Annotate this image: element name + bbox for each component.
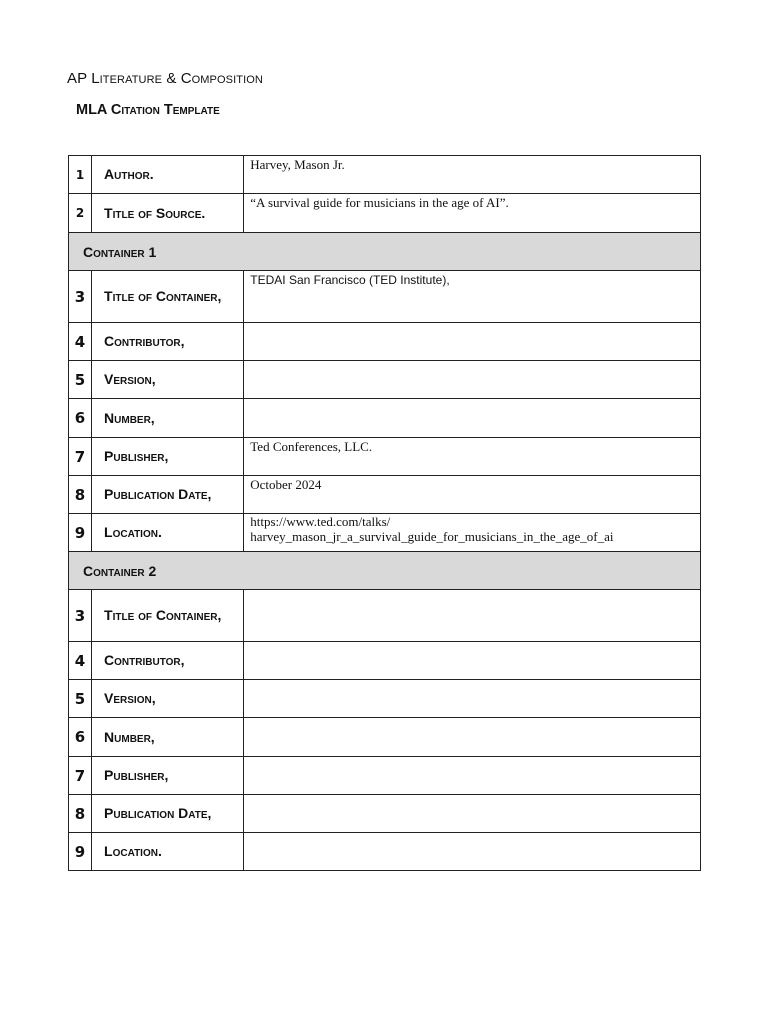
section-row bbox=[69, 552, 701, 590]
row-label: Publication Date, bbox=[92, 795, 244, 833]
table-row bbox=[69, 323, 701, 361]
contributor-value[interactable] bbox=[244, 642, 701, 680]
row-number: 3 bbox=[69, 271, 92, 323]
container-1-heading: Container 1 bbox=[69, 233, 701, 271]
table-row bbox=[69, 399, 701, 438]
table-row bbox=[69, 438, 701, 476]
table-row bbox=[69, 476, 701, 514]
title-of-container-value[interactable] bbox=[244, 590, 701, 642]
row-number: 4 bbox=[69, 323, 92, 361]
row-number: 5 bbox=[69, 361, 92, 399]
location-value[interactable]: https://www.ted.com/talks/ harvey_mason_jr_a_survival_guide_for_musicians_in_the_age_of_ai bbox=[244, 514, 701, 552]
title-of-container-value[interactable]: TEDAI San Francisco (TED Institute), bbox=[244, 271, 701, 323]
row-label: Title of Source. bbox=[92, 194, 244, 233]
row-label: Publisher, bbox=[92, 438, 244, 476]
row-number: 6 bbox=[69, 399, 92, 438]
row-number: 9 bbox=[69, 514, 92, 552]
row-number: 9 bbox=[69, 833, 92, 871]
row-label: Publisher, bbox=[92, 757, 244, 795]
version-value[interactable] bbox=[244, 361, 701, 399]
publisher-value[interactable]: Ted Conferences, LLC. bbox=[244, 438, 701, 476]
row-number: 8 bbox=[69, 795, 92, 833]
row-label: Location. bbox=[92, 514, 244, 552]
table-row bbox=[69, 757, 701, 795]
row-number: 4 bbox=[69, 642, 92, 680]
row-number: 5 bbox=[69, 680, 92, 718]
container-2-heading: Container 2 bbox=[69, 552, 701, 590]
row-label: Number, bbox=[92, 399, 244, 438]
row-number: 8 bbox=[69, 476, 92, 514]
table-row bbox=[69, 194, 701, 233]
table-row bbox=[69, 833, 701, 871]
row-number: 2 bbox=[69, 194, 92, 233]
table-row bbox=[69, 718, 701, 757]
row-label: Contributor, bbox=[92, 323, 244, 361]
row-label: Contributor, bbox=[92, 642, 244, 680]
table-row bbox=[69, 590, 701, 642]
table-row bbox=[69, 680, 701, 718]
document-title: MLA Citation Template bbox=[76, 102, 220, 118]
number-value[interactable] bbox=[244, 718, 701, 757]
contributor-value[interactable] bbox=[244, 323, 701, 361]
row-label: Author. bbox=[92, 156, 244, 194]
table-row bbox=[69, 156, 701, 194]
table-row bbox=[69, 642, 701, 680]
number-value[interactable] bbox=[244, 399, 701, 438]
row-number: 7 bbox=[69, 757, 92, 795]
author-value[interactable]: Harvey, Mason Jr. bbox=[244, 156, 701, 194]
row-label: Title of Container, bbox=[92, 590, 244, 642]
table-row bbox=[69, 795, 701, 833]
row-label: Publication Date, bbox=[92, 476, 244, 514]
citation-table bbox=[68, 155, 701, 871]
section-row bbox=[69, 233, 701, 271]
row-label: Number, bbox=[92, 718, 244, 757]
publication-date-value[interactable] bbox=[244, 795, 701, 833]
row-number: 7 bbox=[69, 438, 92, 476]
version-value[interactable] bbox=[244, 680, 701, 718]
row-number: 1 bbox=[69, 156, 92, 194]
row-label: Title of Container, bbox=[92, 271, 244, 323]
table-row bbox=[69, 271, 701, 323]
publisher-value[interactable] bbox=[244, 757, 701, 795]
row-number: 3 bbox=[69, 590, 92, 642]
row-label: Version, bbox=[92, 680, 244, 718]
row-label: Version, bbox=[92, 361, 244, 399]
row-number: 6 bbox=[69, 718, 92, 757]
table-row bbox=[69, 514, 701, 552]
course-heading: AP Literature & Composition bbox=[67, 70, 263, 87]
location-value[interactable] bbox=[244, 833, 701, 871]
table-row bbox=[69, 361, 701, 399]
publication-date-value[interactable]: October 2024 bbox=[244, 476, 701, 514]
row-label: Location. bbox=[92, 833, 244, 871]
title-of-source-value[interactable]: “A survival guide for musicians in the age of AI”. bbox=[244, 194, 701, 233]
